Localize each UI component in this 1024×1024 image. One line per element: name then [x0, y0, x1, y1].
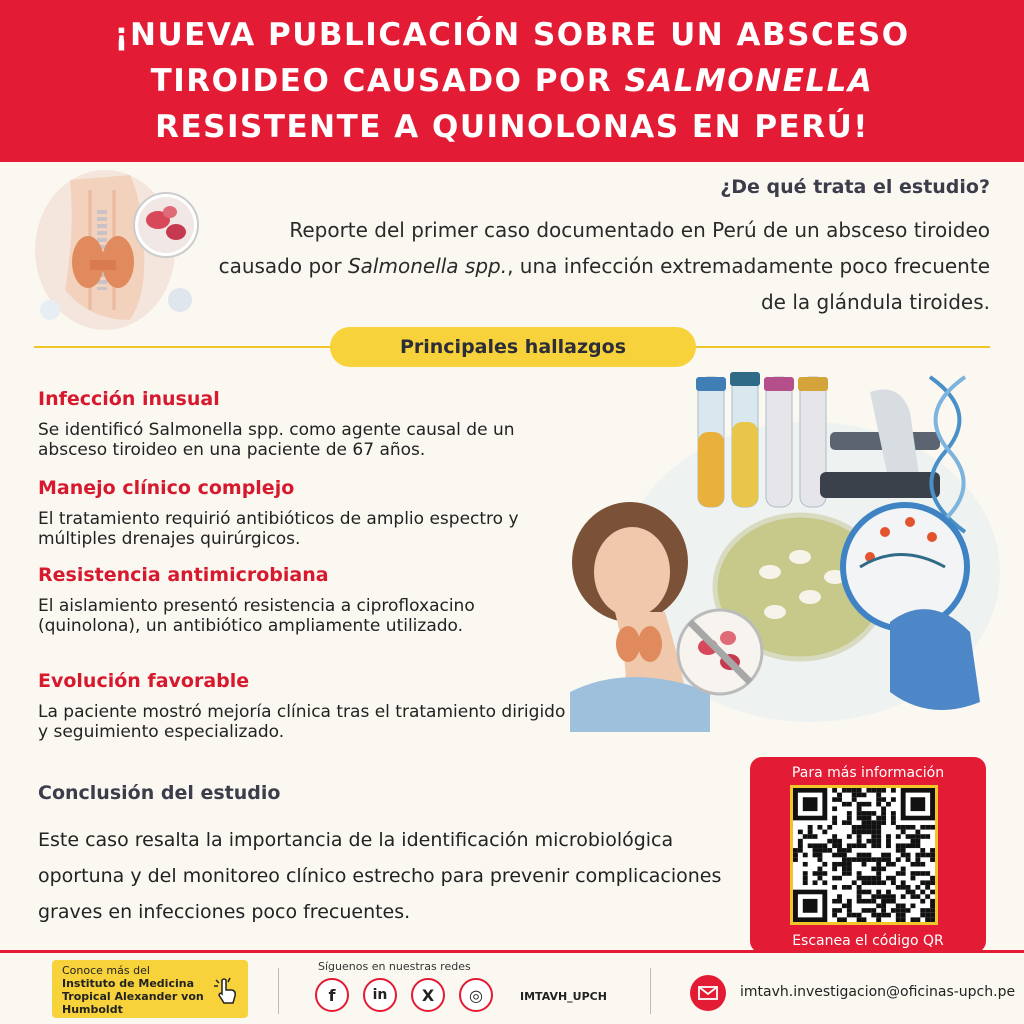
headline-line-2-text: TIROIDEO CAUSADO POR: [150, 63, 625, 99]
institute-card-name: Instituto de Medicina Tropical Alexander von Humboldt: [62, 977, 204, 1016]
follow-label: Síguenos en nuestras redes: [318, 960, 471, 973]
mail-icon[interactable]: [690, 975, 726, 1011]
thyroid-illustration: [30, 170, 205, 335]
conclusion-text: Este caso resalta la importancia de la identificación microbiológica oportuna y del monitoreo clínico estrecho para prevenir complicaciones graves en infecciones poco frecuentes.: [38, 829, 722, 923]
intro-description: [200, 212, 990, 320]
finding-infeccion: [38, 388, 568, 460]
headline-line-2: [151, 58, 874, 104]
finding-resistencia: [38, 564, 568, 636]
headline-line-3: RESISTENTE A QUINOLONAS EN PERÚ!: [155, 109, 869, 145]
headline-line-1: ¡NUEVA PUBLICACIÓN SOBRE UN ABSCESO: [114, 17, 910, 53]
finding-title: Resistencia antimicrobiana: [38, 564, 329, 586]
qr-code[interactable]: [790, 785, 938, 925]
finding-manejo: [38, 477, 568, 549]
intro-text-start: Reporte del primer caso documentado en Perú de un absceso tiroideo causado por: [218, 218, 990, 278]
pointer-hand-icon: [212, 976, 242, 1006]
finding-evolucion: [38, 670, 568, 742]
finding-text: Se identificó Salmonella spp. como agente causal de un absceso tiroideo en una paciente de 67 años.: [38, 420, 515, 460]
intro-text-end: , una infección extremadamente poco frecuente de la glándula tiroides.: [507, 254, 990, 314]
footer-divider: [0, 950, 1024, 953]
findings-title-pill: Principales hallazgos: [330, 327, 696, 367]
finding-text: El tratamiento requirió antibióticos de amplio espectro y múltiples drenajes quirúrgicos.: [38, 509, 519, 549]
conclusion-title: Conclusión del estudio: [38, 782, 281, 804]
facebook-icon[interactable]: f: [315, 978, 349, 1012]
social-handle: IMTAVH_UPCH: [520, 990, 607, 1003]
qr-panel: [750, 757, 986, 953]
institute-link-card[interactable]: [52, 960, 248, 1018]
finding-title: Manejo clínico complejo: [38, 477, 295, 499]
qr-code-image: [793, 788, 935, 922]
header-banner: [0, 0, 1024, 162]
finding-text: La paciente mostró mejoría clínica tras el tratamiento dirigido y seguimiento especializado.: [38, 702, 566, 742]
x-twitter-icon[interactable]: X: [411, 978, 445, 1012]
footer-separator: [650, 968, 651, 1014]
instagram-icon[interactable]: ◎: [459, 978, 493, 1012]
finding-title: Evolución favorable: [38, 670, 250, 692]
lab-illustration: [570, 372, 1000, 732]
contact-email[interactable]: imtavh.investigacion@oficinas-upch.pe: [740, 984, 1016, 1000]
qr-top-label: Para más información: [791, 765, 945, 781]
intro-text-italic: Salmonella spp.: [347, 254, 508, 278]
qr-bottom-label: Escanea el código QR: [792, 933, 944, 949]
headline-italic-salmonella: SALMONELLA: [624, 63, 874, 99]
finding-text: El aislamiento presentó resistencia a ciprofloxacino (quinolona), un antibiótico ampliamente utilizado.: [38, 596, 475, 636]
intro-question: ¿De qué trata el estudio?: [720, 176, 990, 198]
finding-title: Infección inusual: [38, 388, 220, 410]
footer-separator: [278, 968, 279, 1014]
institute-card-intro: Conoce más del: [62, 964, 150, 977]
linkedin-icon[interactable]: in: [363, 978, 397, 1012]
